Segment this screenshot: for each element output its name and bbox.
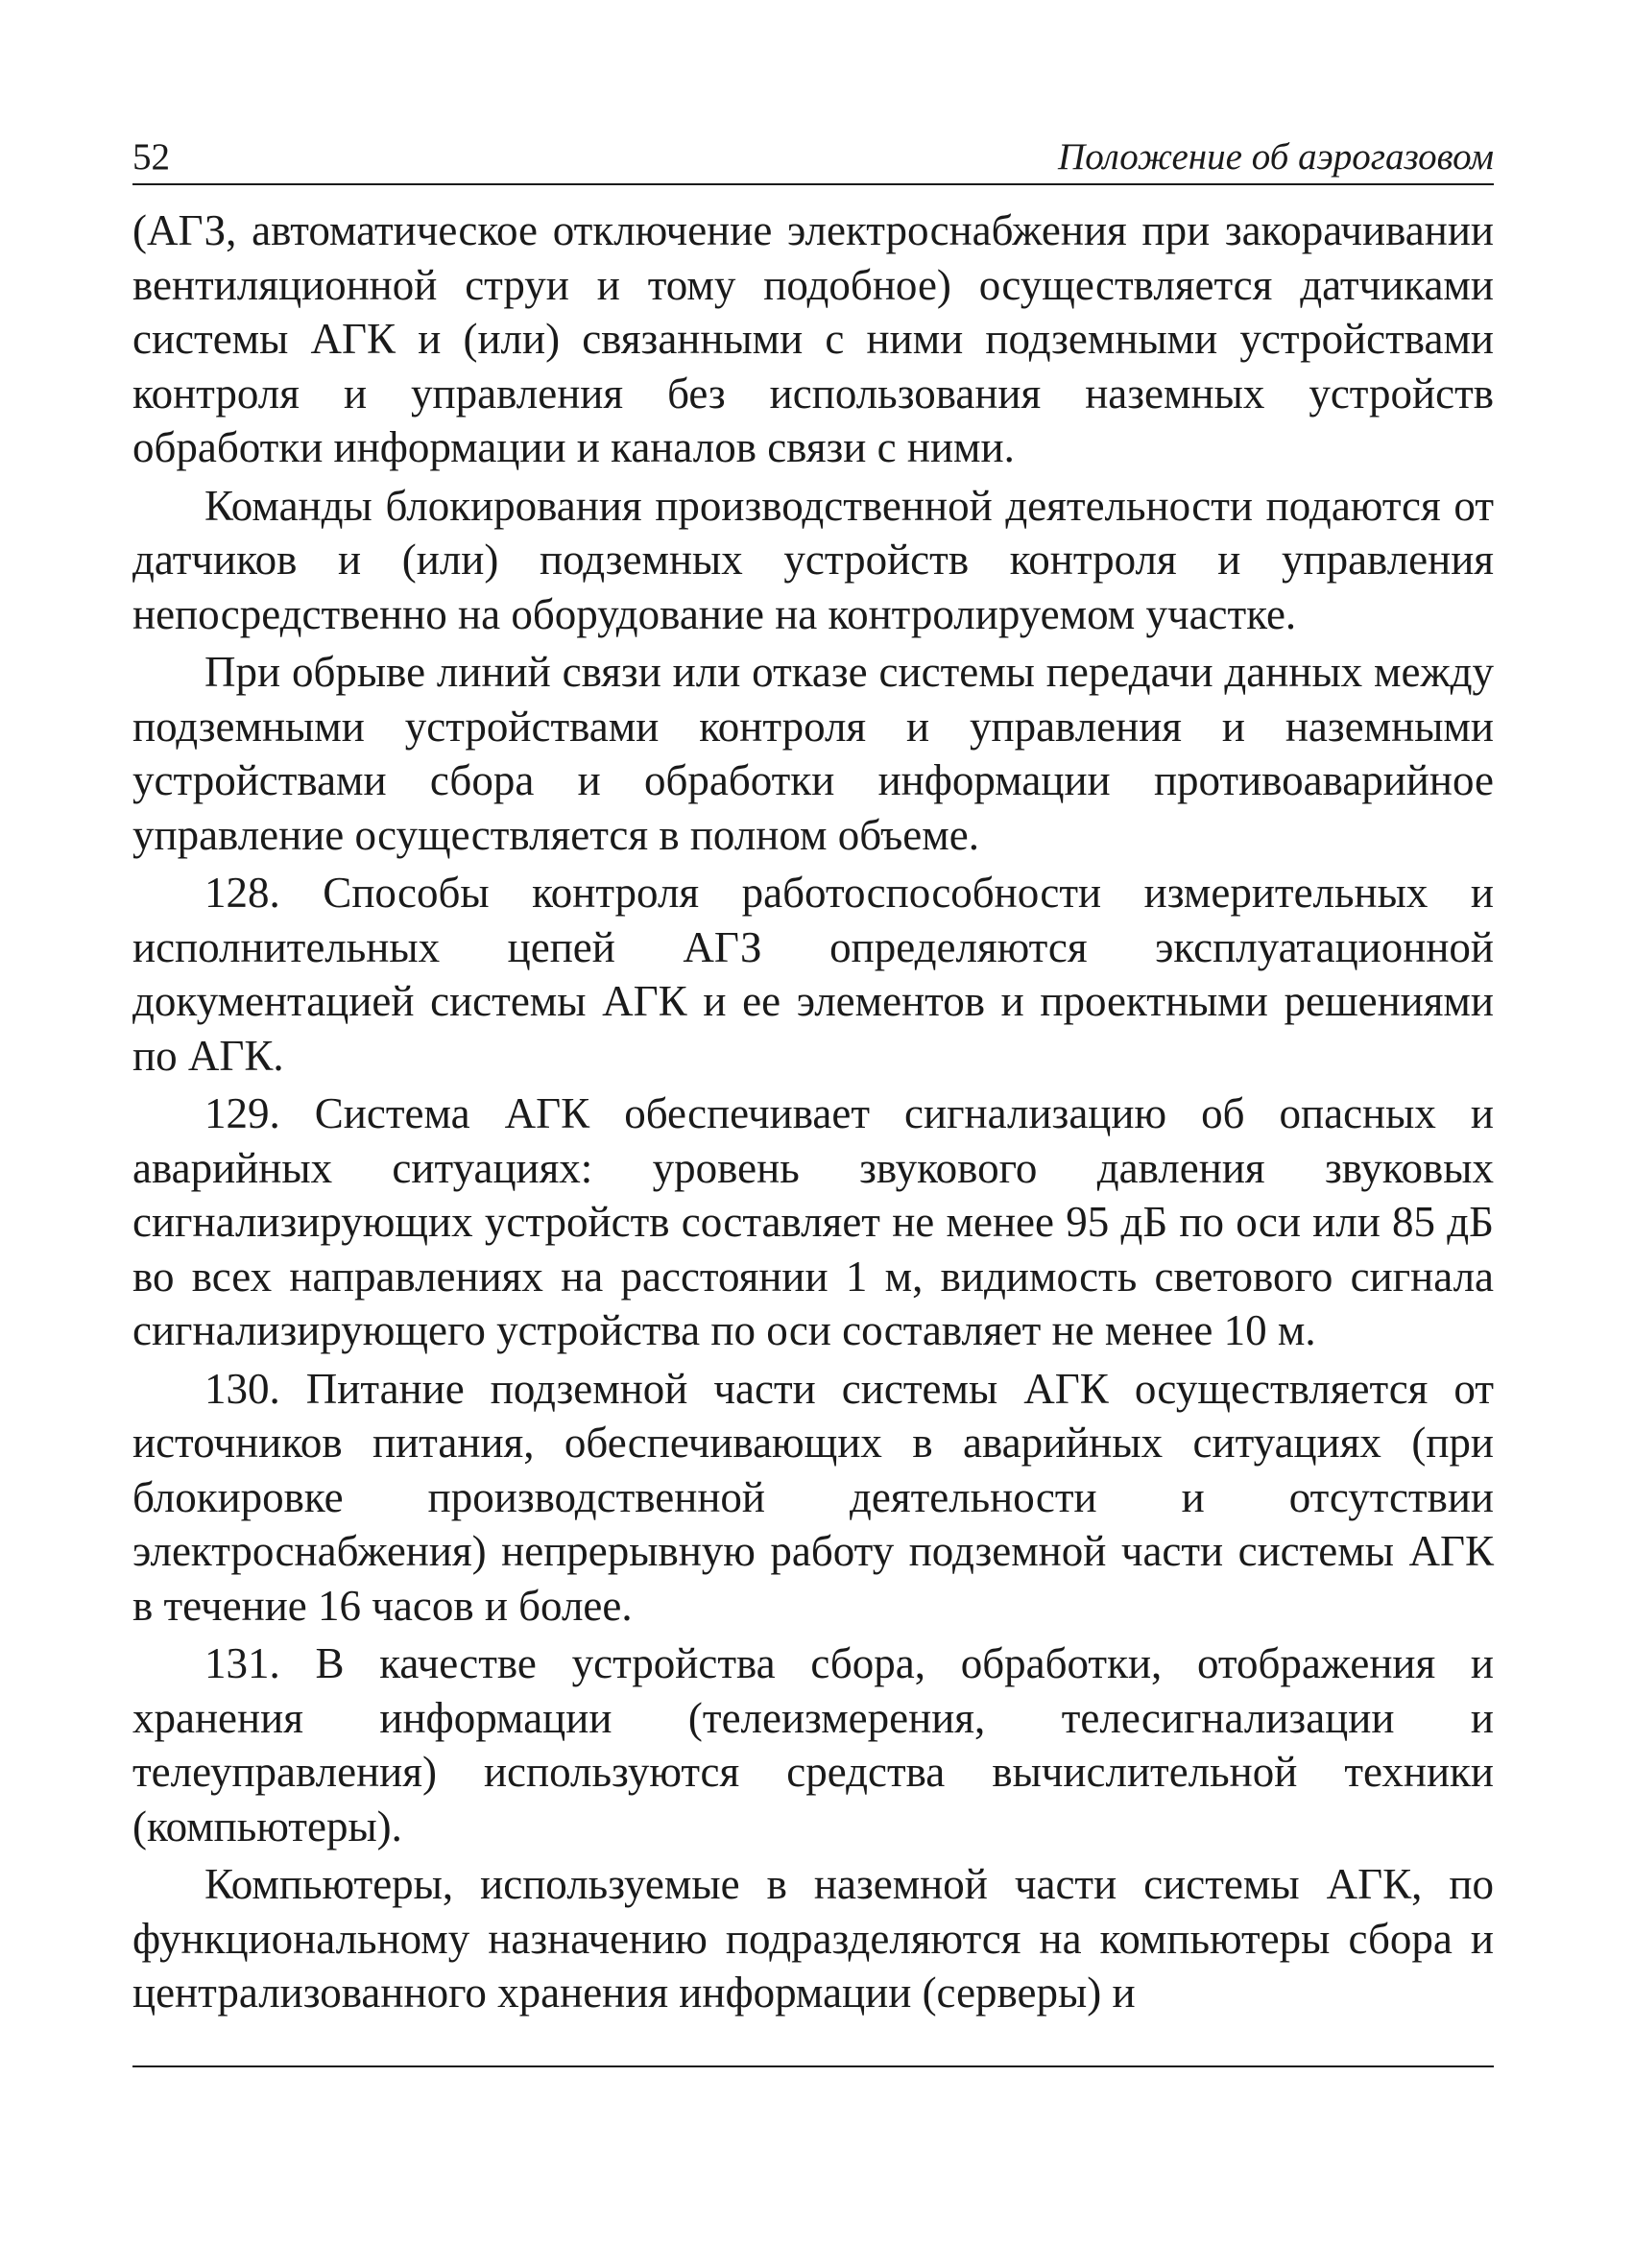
paragraph-130: 130. Питание подземной части системы АГК осуществляется от источников питания, обеспечивающих в аварийных ситуациях (при блокировке производственной деятельности и отсутствии электроснабжения) непрерывную работу подземной части системы АГК в течение 16 часов и более. bbox=[132, 1364, 1494, 1630]
paragraph-computers: Компьютеры, используемые в наземной части системы АГК, по функциональному назначению подразделяются на компьютеры сбора и централизованного хранения информации (серверы) и bbox=[132, 1860, 1494, 2017]
page-number: 52 bbox=[132, 136, 170, 178]
footer-rule bbox=[132, 2065, 1494, 2067]
paragraph-129: 129. Система АГК обеспечивает сигнализацию об опасных и аварийных ситуациях: уровень звукового давления звуковых сигнализирующих устройств составляет не менее 95 дБ по оси или 85 дБ во всех направлениях на расстоянии 1 м, видимость светового сигнала сигнализирующего устройства по оси составляет не менее 10 м. bbox=[132, 1089, 1494, 1354]
paragraph-continued: (АГЗ, автоматическое отключение электроснабжения при закорачивании вентиляционной струи и тому подобное) осуществляется датчиками системы АГК и (или) связанными с ними подземными устройствами контроля и управления без использования наземных устройств обработки информации и каналов связи с ними. bbox=[132, 206, 1494, 471]
paragraph-link-failure: При обрыве линий связи или отказе системы передачи данных между подземными устройствами контроля и управления и наземными устройствами сбора и обработки информации противоаварийное управление осуществляется в полном объеме. bbox=[132, 648, 1494, 859]
header-rule bbox=[132, 183, 1494, 185]
paragraph-128: 128. Способы контроля работоспособности измерительных и исполнительных цепей АГЗ определяются эксплуатационной документацией системы АГК и ее элементов и проектными решениями по АГК. bbox=[132, 869, 1494, 1080]
paragraph-131: 131. В качестве устройства сбора, обработки, отображения и хранения информации (телеизмерения, телесигнализации и телеуправления) используются средства вычислительной техники (компьютеры). bbox=[132, 1639, 1494, 1850]
running-header bbox=[132, 134, 1494, 180]
running-title: Положение об аэрогазовом bbox=[1058, 136, 1494, 178]
book-page bbox=[132, 0, 1494, 2268]
paragraph-blocking-commands: Команды блокирования производственной деятельности подаются от датчиков и (или) подземных устройств контроля и управления непосредственно на оборудование на контролируемом участке. bbox=[132, 481, 1494, 638]
body-text bbox=[132, 203, 1494, 2024]
